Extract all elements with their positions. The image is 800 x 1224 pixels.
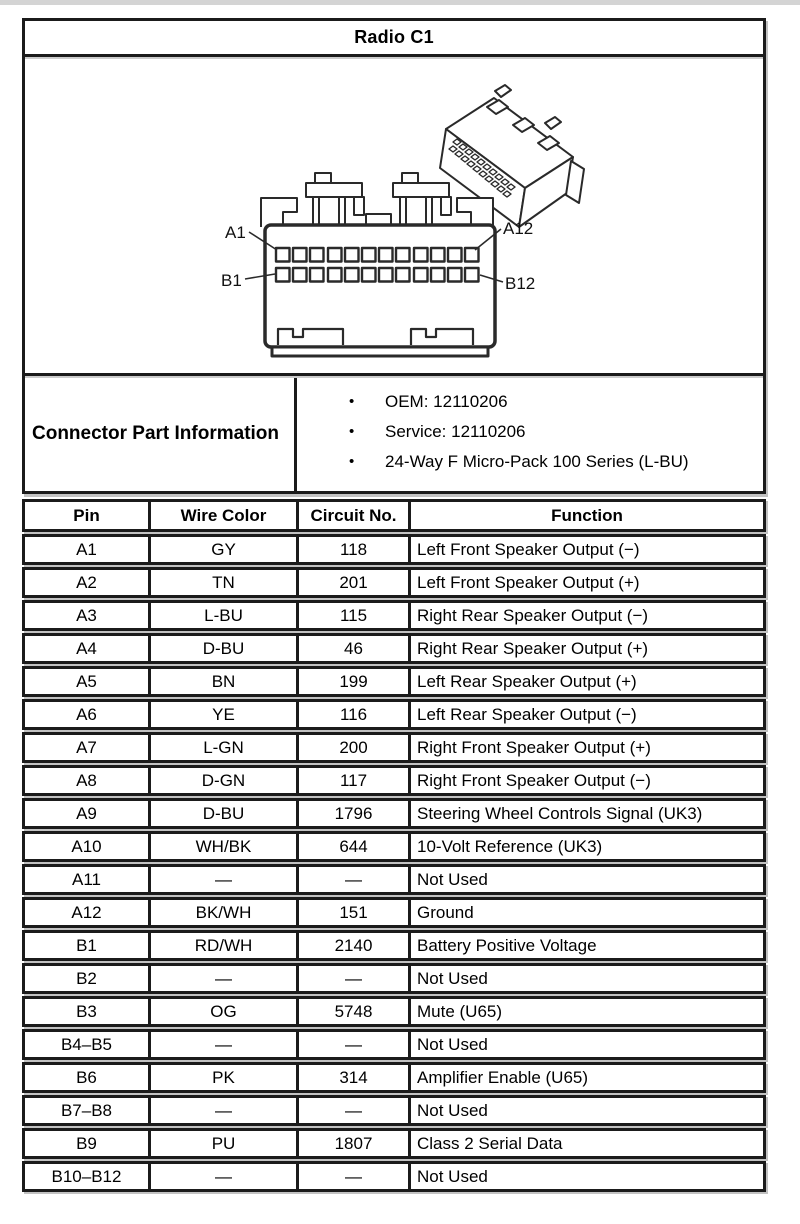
pin-cell: A2 bbox=[25, 570, 151, 595]
table-row bbox=[22, 732, 766, 763]
bullet-icon: • bbox=[349, 423, 355, 440]
title-bar bbox=[25, 21, 763, 57]
pin-a1-label: A1 bbox=[225, 223, 246, 242]
wire-color-cell: — bbox=[151, 1164, 299, 1189]
table-row bbox=[22, 699, 766, 730]
pin-cell: B1 bbox=[25, 933, 151, 958]
circuit-no-cell: 116 bbox=[299, 702, 411, 727]
table-row bbox=[22, 1095, 766, 1126]
pin-b12-label: B12 bbox=[505, 274, 536, 293]
wire-color-cell: BK/WH bbox=[151, 900, 299, 925]
wire-color-cell: GY bbox=[151, 537, 299, 562]
function-cell: Not Used bbox=[417, 870, 488, 889]
wire-color-cell: OG bbox=[151, 999, 299, 1024]
function-cell: Class 2 Serial Data bbox=[417, 1134, 563, 1153]
table-row bbox=[22, 864, 766, 895]
wire-color-cell: — bbox=[151, 1032, 299, 1057]
circuit-no-cell: 200 bbox=[299, 735, 411, 760]
pin-cell: B3 bbox=[25, 999, 151, 1024]
pin-cell: A3 bbox=[25, 603, 151, 628]
table-row bbox=[22, 567, 766, 598]
circuit-no-cell: 5748 bbox=[299, 999, 411, 1024]
pin-cell: A12 bbox=[25, 900, 151, 925]
part-info-item-text: OEM: 12110206 bbox=[385, 392, 508, 411]
column-header-pin: Pin bbox=[25, 502, 151, 529]
bullet-icon: • bbox=[349, 453, 355, 470]
pin-b1-label: B1 bbox=[221, 271, 242, 290]
pin-cell: B2 bbox=[25, 966, 151, 991]
connector-drawing bbox=[25, 57, 763, 373]
table-row bbox=[22, 798, 766, 829]
circuit-no-cell: 201 bbox=[299, 570, 411, 595]
bullet-icon: • bbox=[349, 393, 355, 410]
function-cell: Left Front Speaker Output (+) bbox=[417, 573, 640, 592]
function-cell: Left Rear Speaker Output (−) bbox=[417, 705, 637, 724]
wire-color-cell: YE bbox=[151, 702, 299, 727]
table-row bbox=[22, 1128, 766, 1159]
scan-edge-strip bbox=[0, 0, 800, 5]
pin-cell: A8 bbox=[25, 768, 151, 793]
table-row bbox=[22, 996, 766, 1027]
header-row bbox=[22, 499, 766, 532]
wire-color-cell: D-BU bbox=[151, 636, 299, 661]
top-latch bbox=[393, 173, 451, 226]
circuit-no-cell: — bbox=[299, 966, 411, 991]
function-cell: Steering Wheel Controls Signal (UK3) bbox=[417, 804, 703, 823]
circuit-no-cell: — bbox=[299, 1032, 411, 1057]
function-cell: 10-Volt Reference (UK3) bbox=[417, 837, 603, 856]
function-cell: Right Front Speaker Output (+) bbox=[417, 738, 651, 757]
pin-cell: B4–B5 bbox=[25, 1032, 151, 1057]
pin-cell: A11 bbox=[25, 867, 151, 892]
table-row bbox=[22, 765, 766, 796]
pin-cell: A10 bbox=[25, 834, 151, 859]
part-info-item-series bbox=[297, 447, 759, 477]
function-cell: Right Front Speaker Output (−) bbox=[417, 771, 651, 790]
connector-info-block bbox=[22, 18, 766, 494]
pin-cell: A6 bbox=[25, 702, 151, 727]
pin-cell: B7–B8 bbox=[25, 1098, 151, 1123]
top-latch bbox=[306, 173, 364, 226]
pin-cell: A1 bbox=[25, 537, 151, 562]
table-row bbox=[22, 897, 766, 928]
function-cell: Not Used bbox=[417, 1167, 488, 1186]
table-row bbox=[22, 1161, 766, 1192]
table-row bbox=[22, 831, 766, 862]
function-cell: Ground bbox=[417, 903, 474, 922]
function-cell: Left Rear Speaker Output (+) bbox=[417, 672, 637, 691]
circuit-no-cell: — bbox=[299, 867, 411, 892]
wire-color-cell: D-BU bbox=[151, 801, 299, 826]
circuit-no-cell: 115 bbox=[299, 603, 411, 628]
circuit-no-cell: 644 bbox=[299, 834, 411, 859]
function-cell: Left Front Speaker Output (−) bbox=[417, 540, 640, 559]
wire-color-cell: WH/BK bbox=[151, 834, 299, 859]
table-row bbox=[22, 534, 766, 565]
pin-cell: A7 bbox=[25, 735, 151, 760]
column-header-circuit: Circuit No. bbox=[299, 502, 411, 529]
circuit-no-cell: 46 bbox=[299, 636, 411, 661]
pin-a12-label: A12 bbox=[503, 219, 534, 238]
wire-color-cell: PK bbox=[151, 1065, 299, 1090]
pin-cell: A5 bbox=[25, 669, 151, 694]
circuit-no-cell: 151 bbox=[299, 900, 411, 925]
connector-sheet bbox=[22, 18, 766, 1192]
wire-color-cell: BN bbox=[151, 669, 299, 694]
pin-cell: A9 bbox=[25, 801, 151, 826]
wire-color-cell: L-BU bbox=[151, 603, 299, 628]
table-row bbox=[22, 666, 766, 697]
table-row bbox=[22, 963, 766, 994]
wire-color-cell: D-GN bbox=[151, 768, 299, 793]
part-info-item-text: Service: 12110206 bbox=[385, 422, 526, 441]
circuit-no-cell: 118 bbox=[299, 537, 411, 562]
right-corner-tab bbox=[457, 198, 493, 227]
table-row bbox=[22, 633, 766, 664]
part-info-list bbox=[297, 376, 763, 491]
wire-color-cell: — bbox=[151, 1098, 299, 1123]
table-row bbox=[22, 600, 766, 631]
table-row bbox=[22, 1062, 766, 1093]
function-cell: Mute (U65) bbox=[417, 1002, 503, 1021]
circuit-no-cell: 1807 bbox=[299, 1131, 411, 1156]
wire-color-cell: — bbox=[151, 867, 299, 892]
wire-color-cell: PU bbox=[151, 1131, 299, 1156]
circuit-no-cell: 117 bbox=[299, 768, 411, 793]
pin-cell: B6 bbox=[25, 1065, 151, 1090]
connector-front-view bbox=[245, 173, 503, 356]
wire-color-cell: RD/WH bbox=[151, 933, 299, 958]
part-info-label: Connector Part Information bbox=[25, 376, 297, 491]
wire-color-cell: TN bbox=[151, 570, 299, 595]
page-title: Radio C1 bbox=[354, 27, 434, 47]
wire-color-cell: L-GN bbox=[151, 735, 299, 760]
circuit-no-cell: — bbox=[299, 1164, 411, 1189]
wire-color-cell: — bbox=[151, 966, 299, 991]
pin-cell: A4 bbox=[25, 636, 151, 661]
part-info-item-text: 24-Way F Micro-Pack 100 Series (L-BU) bbox=[385, 452, 689, 471]
function-cell: Amplifier Enable (U65) bbox=[417, 1068, 589, 1087]
table-row bbox=[22, 930, 766, 961]
part-info-section bbox=[25, 376, 763, 491]
pin-cell: B10–B12 bbox=[25, 1164, 151, 1189]
circuit-no-cell: 2140 bbox=[299, 933, 411, 958]
circuit-no-cell: 199 bbox=[299, 669, 411, 694]
part-info-item-oem bbox=[297, 387, 759, 417]
pin-table bbox=[22, 499, 766, 1192]
column-header-wire: Wire Color bbox=[151, 502, 299, 529]
function-cell: Not Used bbox=[417, 1035, 488, 1054]
circuit-no-cell: 1796 bbox=[299, 801, 411, 826]
function-cell: Right Rear Speaker Output (+) bbox=[417, 639, 649, 658]
left-corner-tab bbox=[261, 198, 297, 227]
table-row bbox=[22, 1029, 766, 1060]
connector-diagram bbox=[25, 57, 763, 376]
circuit-no-cell: — bbox=[299, 1098, 411, 1123]
circuit-no-cell: 314 bbox=[299, 1065, 411, 1090]
function-cell: Not Used bbox=[417, 1101, 488, 1120]
function-cell: Battery Positive Voltage bbox=[417, 936, 597, 955]
column-header-function: Function bbox=[551, 506, 623, 525]
function-cell: Not Used bbox=[417, 969, 488, 988]
part-info-item-service bbox=[297, 417, 759, 447]
pin-cell: B9 bbox=[25, 1131, 151, 1156]
function-cell: Right Rear Speaker Output (−) bbox=[417, 606, 649, 625]
